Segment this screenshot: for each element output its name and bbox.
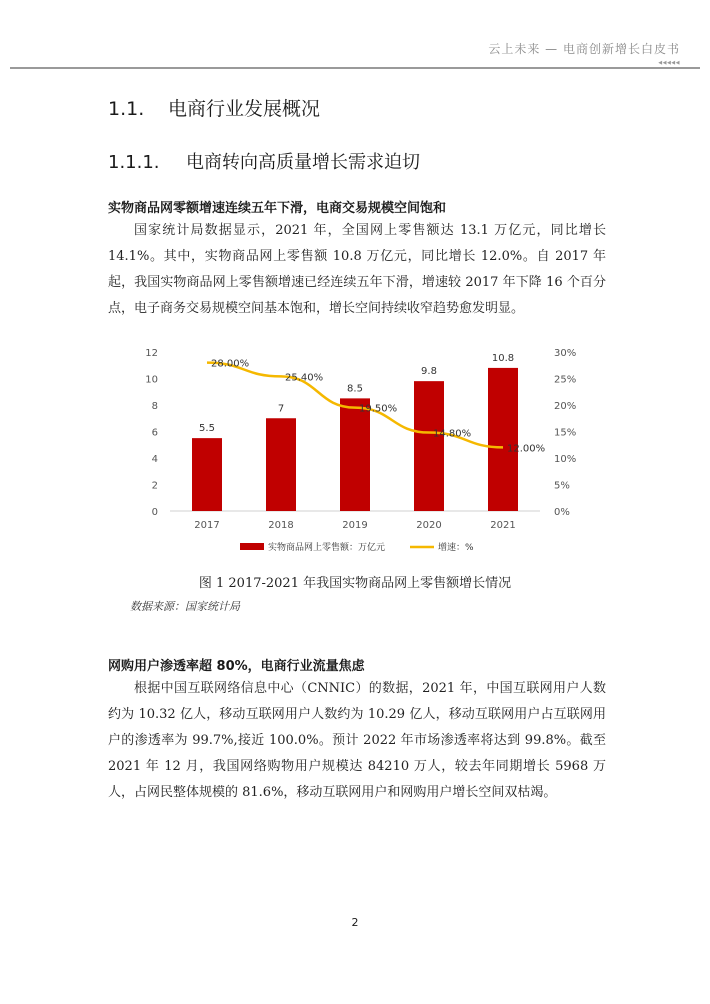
x-tick-label: 2018 — [268, 520, 294, 531]
bar-data-label: 7 — [277, 403, 285, 415]
y-right-tick-label: 30% — [554, 348, 577, 359]
x-tick-label: 2017 — [194, 520, 220, 531]
y-left-tick-label: 4 — [151, 454, 158, 465]
chart — [130, 336, 590, 566]
bar-data-label: 10.8 — [491, 352, 515, 364]
y-right-tick-label: 25% — [554, 374, 577, 386]
figure-source: 数据来源：国家统计局 — [130, 600, 240, 613]
chart-svg — [130, 336, 590, 566]
subsection-number: 1.1.1. — [108, 152, 160, 173]
x-tick-label: 2019 — [342, 520, 368, 531]
line-data-label: 25.40% — [285, 372, 324, 384]
line-data-label: 28.00% — [211, 358, 250, 370]
y-left-tick-label: 10 — [145, 374, 158, 386]
y-right-tick-label: 5% — [554, 480, 570, 492]
bar-data-label: 9.8 — [421, 366, 437, 378]
x-tick-label: 2020 — [416, 520, 442, 531]
bar-data-label: 8.5 — [347, 383, 363, 395]
section-heading-1 — [108, 94, 320, 121]
header-rule — [10, 67, 700, 69]
legend-bar-label: 实物商品网上零售额：万亿元 — [268, 543, 386, 553]
bar-data-label: 5.5 — [199, 423, 215, 435]
y-left-tick-label: 8 — [151, 401, 158, 412]
line-data-label: 12.00% — [507, 443, 546, 455]
legend-line-label: 增速：% — [438, 543, 474, 553]
block2-paragraph: 根据中国互联网络信息中心（CNNIC）的数据，2021 年，中国互联网用户人数约为 10.32 亿人，移动互联网用户人数约为 10.29 亿人，移动互联网用户占互联网用户的渗透率为 99.7%,接近 100.0%。预计 2022 年市场渗透率将达到 99.8%。截至 2021 年 12 月，我国网络购物用户规模达 84210 万人，较去年同期增长 5968 万人，占网民整体规模的 81.6%，移动互联网用户和网购用户增长空间双枯竭。 — [108, 681, 606, 800]
section-heading-2 — [108, 148, 420, 174]
y-left-tick-label: 0 — [151, 507, 158, 518]
y-right-tick-label: 0% — [554, 507, 570, 518]
section-title: 电商行业发展概况 — [168, 98, 321, 120]
x-tick-label: 2021 — [490, 520, 516, 531]
block1-paragraph: 国家统计局数据显示，2021 年，全国网上零售额达 13.1 万亿元，同比增长 14.1%。其中，实物商品网上零售额 10.8 万亿元，同比增长 12.0%。自 2017 年起，我国实物商品网上零售额增速已经连续五年下滑，增速较 2017 年下降 16 个百分点，电子商务交易规模空间基本饱和，增长空间持续收窄趋势愈发明显。 — [108, 223, 606, 316]
y-left-tick-label: 2 — [151, 480, 158, 492]
header-decoration: ◀◀◀◀◀ — [658, 60, 680, 66]
bar — [192, 438, 222, 511]
block2-heading: 网购用户渗透率超 80%，电商行业流量焦虑 — [108, 659, 365, 674]
line-data-label: 19.50% — [359, 403, 398, 415]
bar — [488, 368, 518, 511]
subsection-title: 电商转向高质量增长需求迫切 — [186, 152, 420, 173]
y-right-tick-label: 15% — [554, 427, 577, 439]
y-right-tick-label: 20% — [554, 401, 577, 412]
header-title: 云上未来 — 电商创新增长白皮书 — [488, 42, 680, 56]
legend-bar-swatch — [240, 543, 264, 550]
section-number: 1.1. — [108, 98, 145, 120]
y-left-tick-label: 6 — [151, 427, 158, 439]
line-data-label: 14.80% — [433, 428, 472, 440]
y-left-tick-label: 12 — [145, 348, 158, 359]
block1-heading: 实物商品网零额增速连续五年下滑，电商交易规模空间饱和 — [108, 201, 447, 216]
y-right-tick-label: 10% — [554, 454, 577, 465]
bar — [414, 381, 444, 511]
bar — [266, 418, 296, 511]
figure-caption: 图 1 2017-2021 年我国实物商品网上零售额增长情况 — [198, 576, 512, 591]
bar — [340, 398, 370, 511]
page-number: 2 — [351, 916, 359, 929]
